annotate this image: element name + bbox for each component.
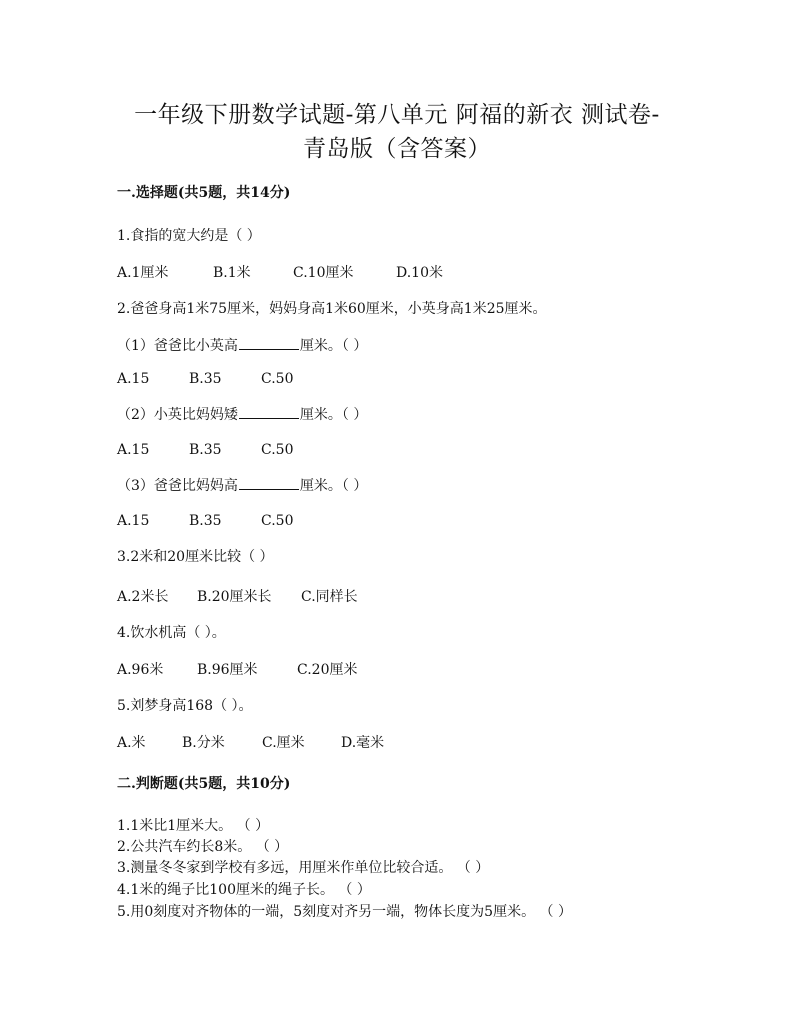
- option-c: C.20厘米: [297, 662, 358, 678]
- sub1-tail: 厘米。（ ）: [299, 338, 368, 354]
- option-b: B.1米: [213, 265, 251, 281]
- sub2-text: （2）小英比妈妈矮: [117, 407, 238, 423]
- option-a: A.15: [117, 513, 150, 529]
- answer-blank: [239, 477, 299, 490]
- judgement-item-4: 4.1米的绳子比100厘米的绳子长。 （ ）: [117, 882, 371, 898]
- option-a: A.15: [117, 442, 150, 458]
- option-a: A.2米长: [117, 589, 169, 605]
- option-c: C.50: [261, 371, 294, 387]
- judgement-item-2: 2.公共汽车约长8米。 （ ）: [117, 839, 289, 855]
- question-5-options: [117, 732, 384, 752]
- question-2-sub3-options: [117, 513, 293, 529]
- sub1-text: （1）爸爸比小英高: [117, 338, 238, 354]
- question-1-stem: 1.食指的宽大约是（ ）: [117, 228, 261, 244]
- question-4-stem: 4.饮水机高（ ）。: [117, 625, 226, 641]
- sub2-tail: 厘米。（ ）: [299, 407, 368, 423]
- question-2-sub1: [117, 335, 367, 355]
- answer-blank: [239, 406, 299, 419]
- document-title-line1: 一年级下册数学试题-第八单元 阿福的新衣 测试卷-: [134, 102, 660, 128]
- judgement-item-5: 5.用0刻度对齐物体的一端，5刻度对齐另一端，物体长度为5厘米。 （ ）: [117, 904, 572, 920]
- option-c: C.10厘米: [293, 265, 354, 281]
- option-b: B.35: [189, 513, 222, 529]
- option-a: A.96米: [117, 662, 164, 678]
- option-d: D.毫米: [341, 735, 385, 751]
- option-b: B.20厘米长: [197, 589, 272, 605]
- question-2-stem: 2.爸爸身高1米75厘米，妈妈身高1米60厘米，小英身高1米25厘米。: [117, 301, 547, 317]
- question-3-stem: 3.2米和20厘米比较（ ）: [117, 549, 274, 565]
- question-2-sub2: [117, 404, 367, 424]
- question-3-options: [117, 586, 358, 606]
- answer-blank: [239, 337, 299, 350]
- question-2-sub1-options: [117, 371, 293, 387]
- sub3-tail: 厘米。（ ）: [299, 478, 368, 494]
- option-c: C.同样长: [301, 589, 358, 605]
- option-d: D.10米: [396, 265, 443, 281]
- option-c: C.厘米: [262, 735, 305, 751]
- option-c: C.50: [261, 513, 294, 529]
- option-b: B.35: [189, 442, 222, 458]
- question-5-stem: 5.刘梦身高168（ ）。: [117, 698, 253, 714]
- option-b: B.96厘米: [197, 662, 258, 678]
- sub3-text: （3）爸爸比妈妈高: [117, 478, 238, 494]
- option-b: B.分米: [182, 735, 225, 751]
- section-heading-choice: 一.选择题(共5题，共14分): [117, 185, 291, 201]
- option-a: A.15: [117, 371, 150, 387]
- question-2-sub3: [117, 475, 367, 495]
- document-title-line2: 青岛版（含答案）: [303, 136, 491, 162]
- option-a: A.1厘米: [117, 265, 169, 281]
- question-1-options: [117, 262, 443, 282]
- option-c: C.50: [261, 442, 294, 458]
- option-b: B.35: [189, 371, 222, 387]
- judgement-item-1: 1.1米比1厘米大。 （ ）: [117, 818, 270, 834]
- question-4-options: [117, 659, 357, 679]
- question-2-sub2-options: [117, 442, 293, 458]
- judgement-item-3: 3.测量冬冬家到学校有多远，用厘米作单位比较合适。 （ ）: [117, 860, 490, 876]
- option-a: A.米: [117, 735, 146, 751]
- section-heading-judgement: 二.判断题(共5题，共10分): [117, 776, 291, 792]
